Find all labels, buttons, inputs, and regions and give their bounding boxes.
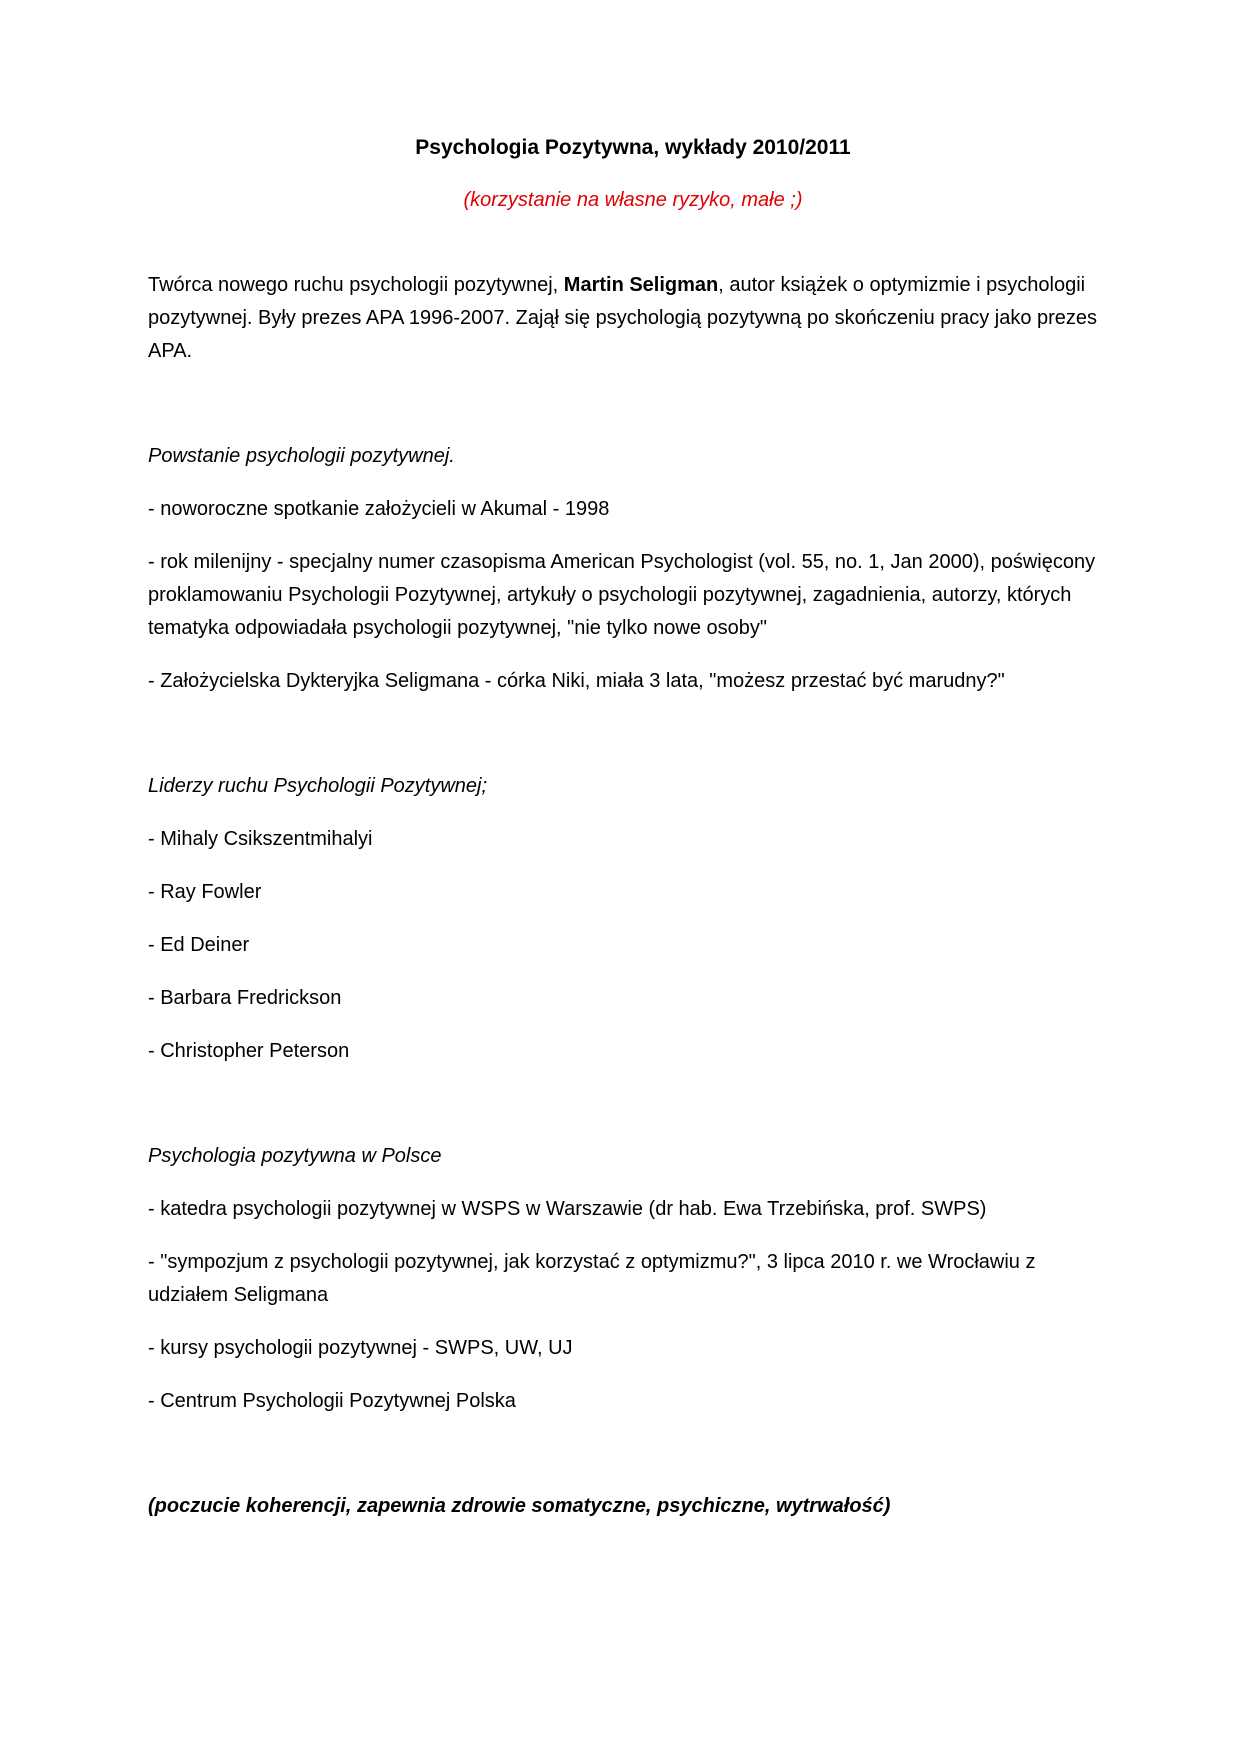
closing-note: (poczucie koherencji, zapewnia zdrowie somatyczne, psychiczne, wytrwałość) bbox=[148, 1495, 891, 1517]
intro-text-start: Twórca nowego ruchu psychologii pozytywnej, bbox=[148, 274, 564, 296]
intro-text-end: , autor książek o optymizmie i psychologii pozytywnej. Były prezes APA 1996-2007. Zajął się psychologią pozytywną po skończeniu pracy jako prezes APA. bbox=[148, 274, 1098, 362]
intro-paragraph bbox=[148, 269, 1098, 368]
document-subtitle: (korzystanie na własne ryzyko, małe ;) bbox=[463, 189, 803, 211]
document-content bbox=[148, 132, 1098, 1523]
list-item: - rok milenijny - specjalny numer czasopisma American Psychologist (vol. 55, no. 1, Jan 2000), poświęcony proklamowaniu Psychologii Pozytywnej, artykuły o psychologii pozytywnej, zagadnienia, autorzy, których tematyka odpowiadała psychologii pozytywnej, "nie tylko nowe osoby" bbox=[148, 551, 1096, 639]
list-item: - katedra psychologii pozytywnej w WSPS w Warszawie (dr hab. Ewa Trzebińska, prof. SWPS) bbox=[148, 1198, 987, 1220]
list-item: - kursy psychologii pozytywnej - SWPS, UW, UJ bbox=[148, 1337, 573, 1359]
section-heading-poland: Psychologia pozytywna w Polsce bbox=[148, 1145, 442, 1167]
list-item: - Barbara Fredrickson bbox=[148, 987, 342, 1009]
list-item: - Założycielska Dykteryjka Seligmana - córka Niki, miała 3 lata, "możesz przestać być marudny?" bbox=[148, 670, 1005, 692]
intro-bold-name: Martin Seligman bbox=[563, 274, 719, 296]
document-title: Psychologia Pozytywna, wykłady 2010/2011 bbox=[415, 136, 851, 159]
list-item: - Centrum Psychologii Pozytywnej Polska bbox=[148, 1390, 516, 1412]
list-item: - Christopher Peterson bbox=[148, 1040, 350, 1062]
section-heading-origins: Powstanie psychologii pozytywnej. bbox=[148, 445, 455, 467]
list-item: - Ray Fowler bbox=[148, 881, 262, 903]
list-item: - "sympozjum z psychologii pozytywnej, jak korzystać z optymizmu?", 3 lipca 2010 r. we Wrocławiu z udziałem Seligmana bbox=[148, 1251, 1036, 1306]
section-heading-leaders: Liderzy ruchu Psychologii Pozytywnej; bbox=[148, 775, 488, 797]
list-item: - Mihaly Csikszentmihalyi bbox=[148, 828, 373, 850]
list-item: - noworoczne spotkanie założycieli w Akumal - 1998 bbox=[148, 498, 610, 520]
list-item: - Ed Deiner bbox=[148, 934, 250, 956]
